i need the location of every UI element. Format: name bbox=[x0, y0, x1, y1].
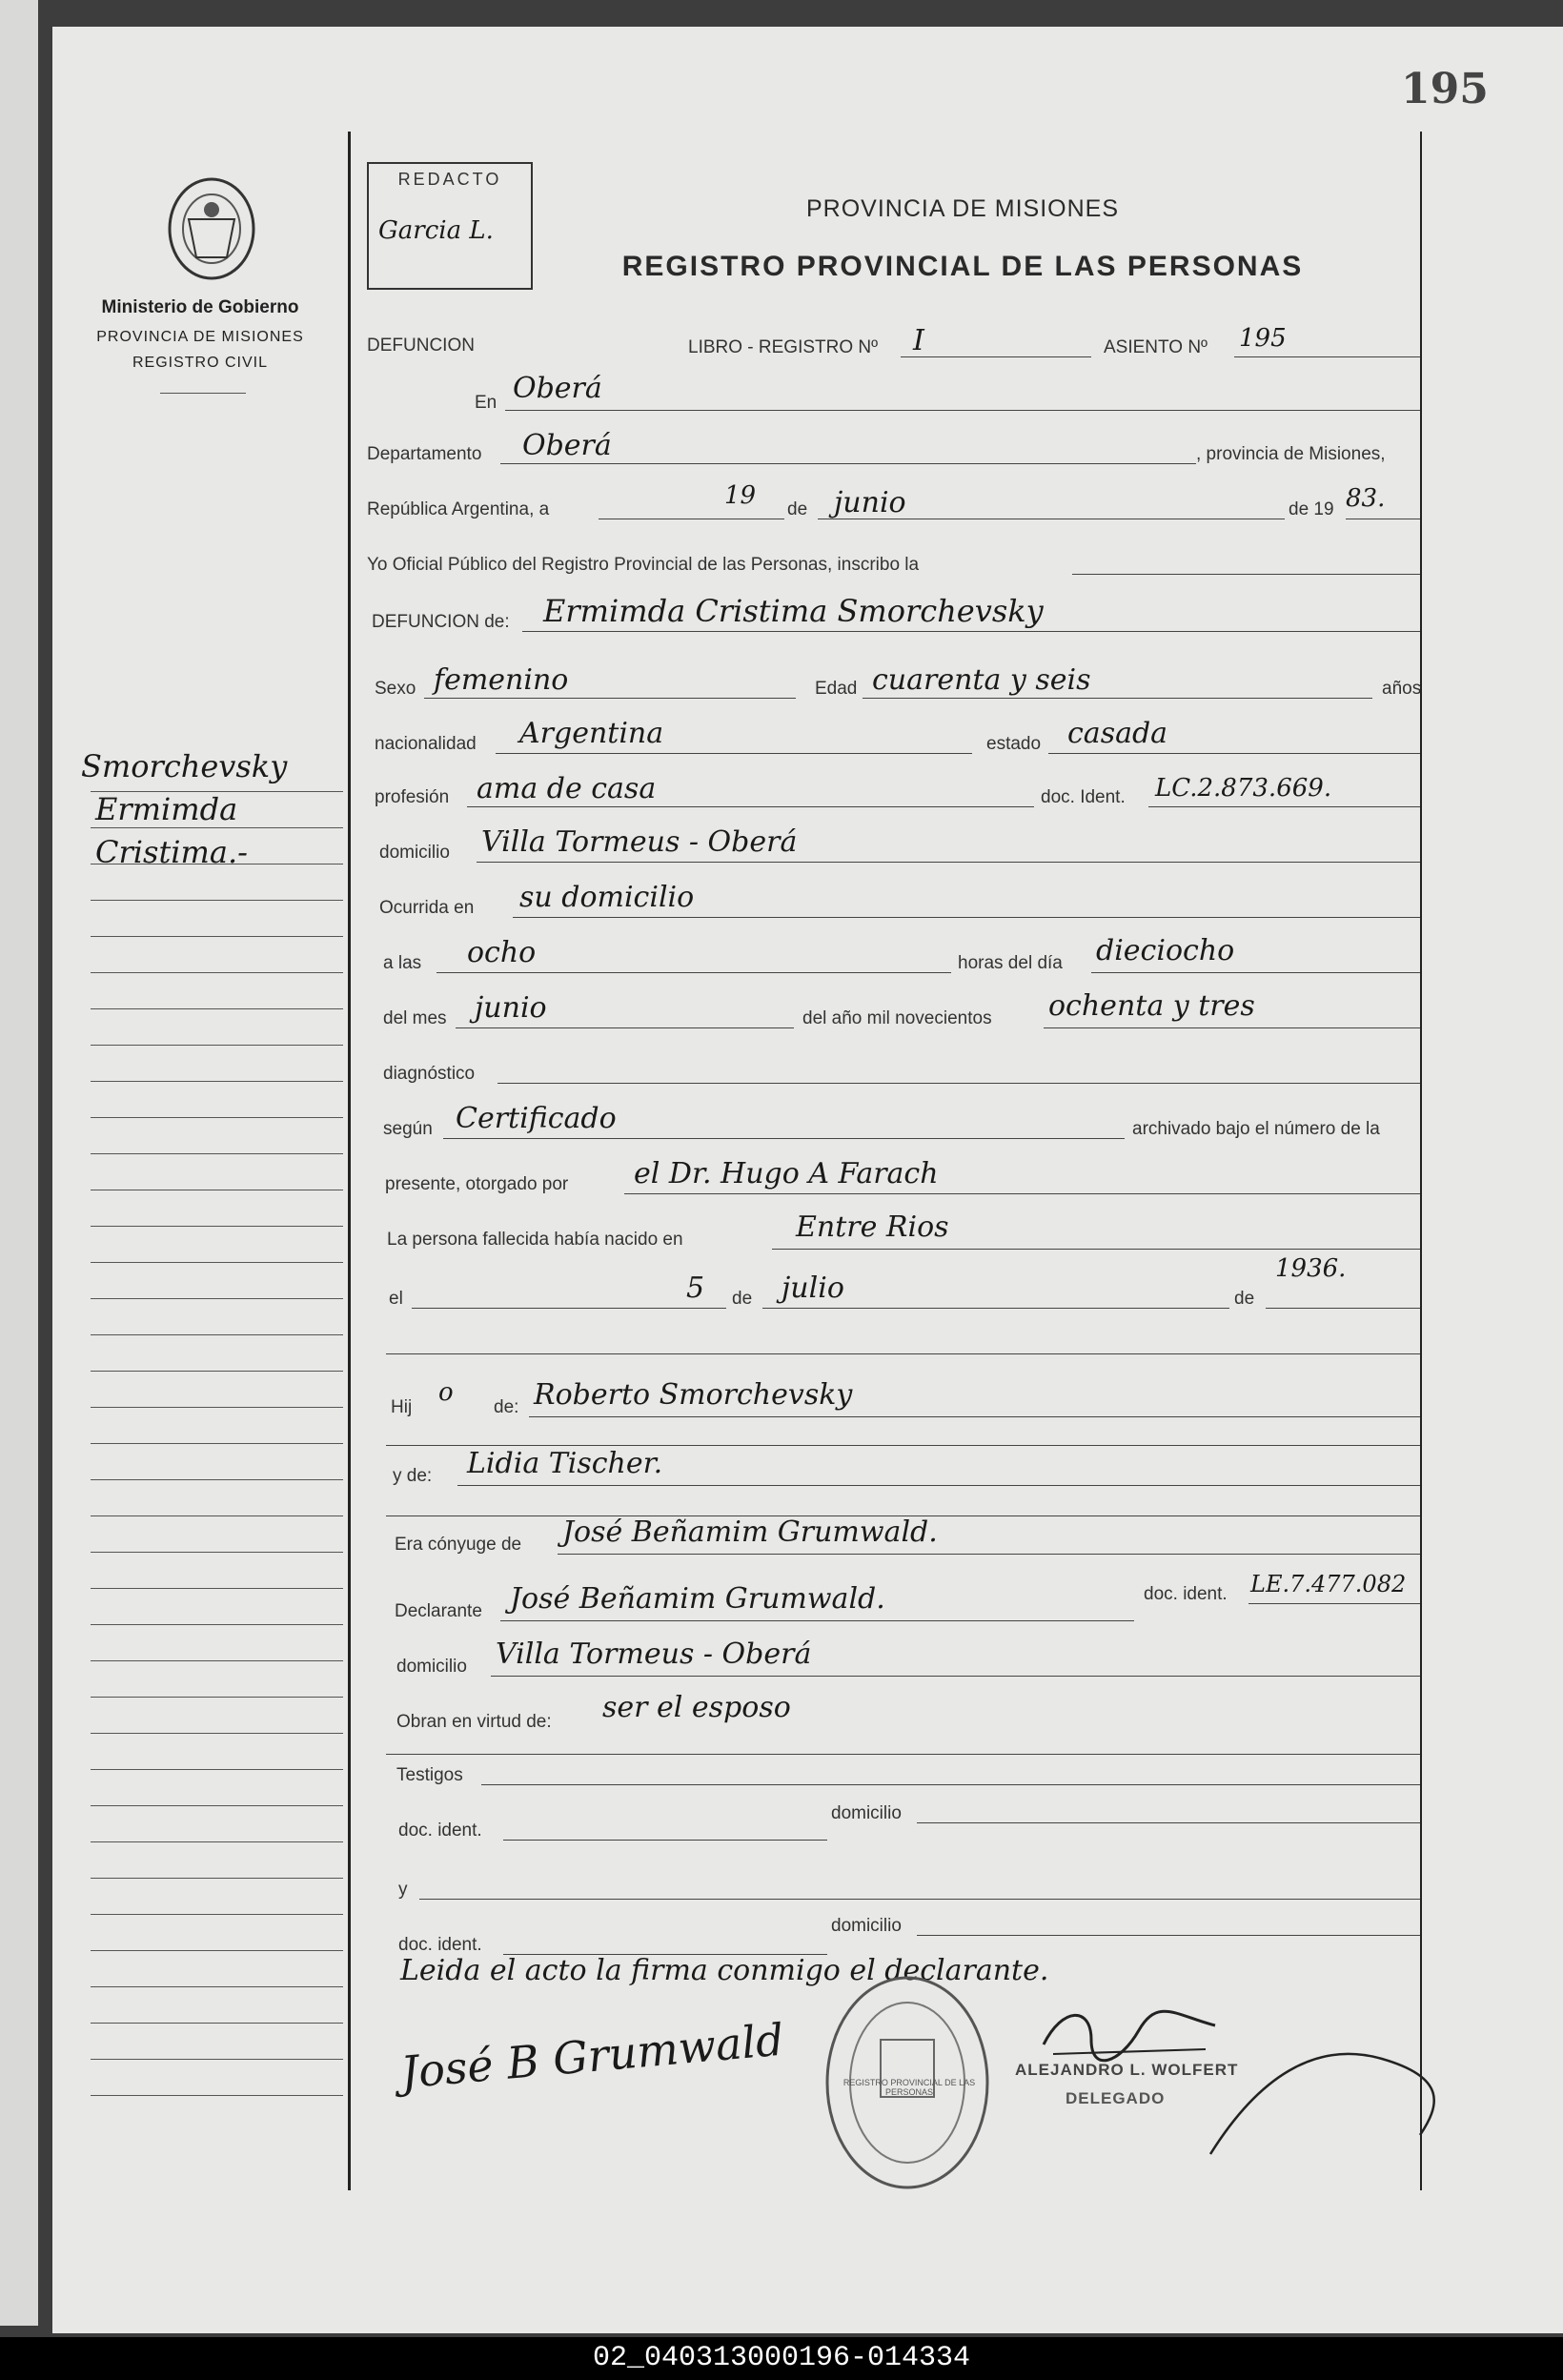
redacto-label: REDACTO bbox=[397, 170, 502, 189]
margin-rule-line bbox=[91, 1081, 343, 1082]
margin-rule-line bbox=[91, 2023, 343, 2024]
seal-text: REGISTRO PROVINCIAL DE LAS PERSONAS bbox=[842, 2078, 976, 2097]
libro-label: LIBRO - REGISTRO Nº bbox=[688, 337, 879, 357]
margin-note bbox=[81, 748, 287, 877]
obran-value: ser el esposo bbox=[602, 1691, 791, 1724]
deceased-name: Ermimda Cristima Smorchevsky bbox=[543, 593, 1044, 629]
republica-label: República Argentina, a bbox=[367, 499, 550, 519]
margin-rule-line bbox=[91, 1552, 343, 1553]
en-label: En bbox=[475, 393, 497, 413]
declarante-doc-value: LE.7.477.082 bbox=[1250, 1571, 1407, 1597]
departamento-label: Departamento bbox=[367, 444, 482, 464]
edad-label: Edad bbox=[815, 679, 858, 699]
yo-oficial-line bbox=[1072, 574, 1420, 575]
margin-rule-line bbox=[91, 936, 343, 937]
en-value: Oberá bbox=[513, 372, 602, 405]
margin-rule-line bbox=[91, 1117, 343, 1118]
nac-dia-line bbox=[412, 1308, 726, 1309]
libro-value: I bbox=[913, 324, 924, 357]
departamento-value: Oberá bbox=[522, 429, 612, 462]
sexo-value: femenino bbox=[434, 663, 569, 697]
testigo-domicilio-label: domicilio bbox=[831, 1803, 902, 1823]
sexo-label: Sexo bbox=[375, 679, 416, 699]
asiento-label: ASIENTO Nº bbox=[1104, 337, 1208, 357]
domicilio-line bbox=[477, 862, 1420, 863]
anos-label: años bbox=[1382, 679, 1422, 699]
margin-rule-line bbox=[91, 1298, 343, 1299]
horas-dia-value: dieciocho bbox=[1096, 934, 1235, 967]
declarante-domicilio-value: Villa Tormeus - Oberá bbox=[496, 1638, 812, 1671]
margin-rule-line bbox=[91, 1045, 343, 1046]
testigo2-line bbox=[419, 1899, 1420, 1900]
margin-rule-line bbox=[91, 864, 343, 865]
redacto-box bbox=[367, 162, 533, 290]
ministry-province: PROVINCIA DE MISIONES bbox=[96, 329, 304, 345]
nacionalidad-label: nacionalidad bbox=[375, 734, 477, 754]
diagnostico-label: diagnóstico bbox=[383, 1064, 476, 1084]
margin-rule-line bbox=[91, 1334, 343, 1335]
ministry-registry: REGISTRO CIVIL bbox=[132, 355, 269, 371]
nacionalidad-line bbox=[496, 753, 972, 754]
presente-value: el Dr. Hugo A Farach bbox=[634, 1157, 939, 1190]
testigo-domicilio-line bbox=[917, 1822, 1420, 1823]
defuncion-de-line bbox=[522, 631, 1420, 632]
margin-rule-line bbox=[91, 1262, 343, 1263]
margin-rule-line bbox=[91, 1697, 343, 1698]
declarante-value: José Beñamim Grumwald. bbox=[510, 1582, 885, 1616]
margin-rule-line bbox=[91, 2095, 343, 2096]
margin-rule-line bbox=[91, 791, 343, 792]
testigos-label: Testigos bbox=[396, 1765, 463, 1785]
del-mes-value: junio bbox=[475, 991, 547, 1025]
margin-rule-line bbox=[91, 1624, 343, 1625]
declarante-domicilio-line bbox=[491, 1676, 1420, 1677]
ministry-divider bbox=[160, 393, 246, 394]
scan-footer: 02_040313000196-014334 bbox=[0, 2337, 1563, 2380]
estado-label: estado bbox=[986, 734, 1042, 754]
margin-rule-line bbox=[91, 2059, 343, 2060]
del-ano-line bbox=[1044, 1027, 1420, 1028]
edad-line bbox=[863, 698, 1372, 699]
en-line bbox=[505, 410, 1420, 411]
obran-line bbox=[386, 1754, 1420, 1755]
ministry-name: Ministerio de Gobierno bbox=[101, 297, 299, 317]
margin-rule-line bbox=[91, 1226, 343, 1227]
profesion-value: ama de casa bbox=[477, 772, 657, 805]
margin-rule-line bbox=[91, 1660, 343, 1661]
margin-rule-line bbox=[91, 972, 343, 973]
diagnostico-line bbox=[497, 1083, 1420, 1084]
declarante-doc-label: doc. ident. bbox=[1144, 1584, 1228, 1604]
a-las-value: ocho bbox=[467, 936, 537, 969]
padre-line-2 bbox=[386, 1445, 1420, 1446]
margin-note-line: Cristima.- bbox=[95, 834, 248, 870]
horas-dia-line bbox=[1091, 972, 1420, 973]
blank-line bbox=[386, 1353, 1420, 1354]
testigo2-domicilio-line bbox=[917, 1935, 1420, 1936]
margin-rule-line bbox=[91, 1841, 343, 1842]
yo-oficial-label: Yo Oficial Público del Registro Provincial de las Personas, inscribo la bbox=[367, 555, 920, 575]
testigo-doc-label: doc. ident. bbox=[398, 1821, 482, 1841]
defuncion-label: DEFUNCION bbox=[367, 336, 475, 356]
ocurrida-label: Ocurrida en bbox=[379, 898, 475, 918]
archivado-label: archivado bajo el número de la bbox=[1132, 1119, 1380, 1139]
declarante-signature: José B Grumwald bbox=[398, 2013, 786, 2099]
official-stamp-name: ALEJANDRO L. WOLFERT bbox=[1015, 2061, 1239, 2079]
asiento-line bbox=[1234, 356, 1420, 357]
nac-ano-line bbox=[1266, 1308, 1420, 1309]
registry-heading: REGISTRO PROVINCIAL DE LAS PERSONAS bbox=[621, 251, 1304, 282]
margin-rule-line bbox=[91, 1479, 343, 1480]
segun-line bbox=[443, 1138, 1125, 1139]
el-label: el bbox=[389, 1289, 403, 1309]
domicilio-label: domicilio bbox=[379, 843, 450, 863]
ocurrida-value: su domicilio bbox=[519, 881, 695, 914]
libro-line bbox=[901, 356, 1091, 357]
testigos-line bbox=[481, 1784, 1420, 1785]
ano-value: 83. bbox=[1346, 484, 1386, 513]
domicilio-value: Villa Tormeus - Oberá bbox=[481, 825, 798, 859]
coat-of-arms-icon bbox=[160, 172, 263, 286]
nac-mes-line bbox=[762, 1308, 1229, 1309]
margin-rule-line bbox=[91, 1443, 343, 1444]
conyuge-line bbox=[558, 1554, 1420, 1555]
mes-value: junio bbox=[834, 486, 906, 519]
y-de-label: y de: bbox=[393, 1466, 433, 1486]
margin-rule-line bbox=[91, 1805, 343, 1806]
margin-rule-line bbox=[91, 1914, 343, 1915]
redacto-value: Garcia L. bbox=[378, 216, 494, 245]
del-mes-label: del mes bbox=[383, 1008, 447, 1028]
doc-ident-label: doc. Ident. bbox=[1041, 787, 1126, 807]
testigo2-domicilio-label: domicilio bbox=[831, 1916, 902, 1936]
conyuge-value: José Beñamim Grumwald. bbox=[562, 1515, 938, 1549]
del-mes-line bbox=[456, 1027, 794, 1028]
a-las-label: a las bbox=[383, 953, 422, 973]
official-flourish-icon bbox=[1201, 2021, 1449, 2164]
margin-rule-line bbox=[91, 1878, 343, 1879]
segun-label: según bbox=[383, 1119, 433, 1139]
padre-line bbox=[529, 1416, 1420, 1417]
profesion-line bbox=[467, 806, 1034, 807]
asiento-value: 195 bbox=[1239, 324, 1287, 353]
margin-rule-line bbox=[91, 1515, 343, 1516]
margin-rule-line bbox=[91, 900, 343, 901]
padre-value: Roberto Smorchevsky bbox=[534, 1378, 853, 1412]
testigo-doc-line bbox=[503, 1840, 827, 1841]
nac-dia-value: 5 bbox=[686, 1271, 705, 1305]
left-margin-rule bbox=[348, 132, 351, 2190]
testigo2-doc-label: doc. ident. bbox=[398, 1935, 482, 1955]
margin-rule-line bbox=[91, 1733, 343, 1734]
declarante-line bbox=[500, 1620, 1134, 1621]
estado-value: casada bbox=[1067, 717, 1168, 750]
nac-ano-value: 1936. bbox=[1275, 1254, 1347, 1283]
edad-value: cuarenta y seis bbox=[872, 663, 1091, 697]
margin-rule-line bbox=[91, 1769, 343, 1770]
del-ano-label: del año mil novecientos bbox=[802, 1008, 992, 1028]
provincia-label: , provincia de Misiones, bbox=[1196, 444, 1386, 464]
de-mid-label: de bbox=[787, 499, 808, 519]
doc-value: LC.2.873.669. bbox=[1155, 774, 1332, 803]
margin-rule-line bbox=[91, 1407, 343, 1408]
hij-suffix: o bbox=[438, 1378, 454, 1407]
margin-note-line: Ermimda bbox=[95, 791, 238, 827]
y-label: y bbox=[398, 1880, 408, 1900]
segun-value: Certificado bbox=[456, 1102, 617, 1135]
horas-dia-label: horas del día bbox=[958, 953, 1063, 973]
a-las-line bbox=[436, 972, 951, 973]
hij-label: Hij bbox=[391, 1397, 413, 1417]
declarante-label: Declarante bbox=[395, 1601, 482, 1621]
presente-label: presente, otorgado por bbox=[385, 1174, 569, 1194]
de-19-label: de 19 bbox=[1289, 499, 1334, 519]
margin-rule-line bbox=[91, 1153, 343, 1154]
margin-rule-line bbox=[91, 1371, 343, 1372]
nacionalidad-value: Argentina bbox=[519, 717, 664, 750]
page-number: 195 bbox=[1401, 65, 1489, 113]
official-stamp-title: DELEGADO bbox=[1066, 2089, 1166, 2107]
margin-rule-line bbox=[91, 1950, 343, 1951]
margin-rule-line bbox=[91, 1986, 343, 1987]
margin-rule-line bbox=[91, 1588, 343, 1589]
presente-line bbox=[624, 1193, 1420, 1194]
de-label: de bbox=[1234, 1289, 1255, 1309]
margin-rule-line bbox=[91, 827, 343, 828]
dia-value: 19 bbox=[724, 481, 757, 510]
declarante-doc-line bbox=[1248, 1603, 1420, 1604]
facing-page-edge bbox=[0, 0, 38, 2326]
province-heading: PROVINCIA DE MISIONES bbox=[805, 195, 1119, 222]
right-margin-rule bbox=[1420, 132, 1422, 2190]
conyuge-label: Era cónyuge de bbox=[395, 1535, 522, 1555]
declarante-domicilio-label: domicilio bbox=[396, 1657, 467, 1677]
departamento-line bbox=[500, 463, 1196, 464]
del-ano-value: ochenta y tres bbox=[1048, 989, 1255, 1023]
margin-note-line: Smorchevsky bbox=[81, 748, 288, 784]
profesion-label: profesión bbox=[375, 787, 450, 807]
hij-de-label: de: bbox=[494, 1397, 519, 1417]
margin-rule-line bbox=[91, 1008, 343, 1009]
nacido-line bbox=[772, 1249, 1420, 1250]
estado-line bbox=[1048, 753, 1420, 754]
ocurrida-line bbox=[513, 917, 1420, 918]
defuncion-de-label: DEFUNCION de: bbox=[372, 612, 510, 632]
obran-label: Obran en virtud de: bbox=[396, 1712, 552, 1732]
nacido-label: La persona fallecida había nacido en bbox=[387, 1230, 683, 1250]
madre-line bbox=[457, 1485, 1420, 1486]
nac-mes-value: julio bbox=[782, 1271, 844, 1305]
doc-line bbox=[1148, 806, 1420, 807]
sexo-line bbox=[424, 698, 796, 699]
nacido-value: Entre Rios bbox=[796, 1210, 949, 1244]
madre-value: Lidia Tischer. bbox=[467, 1447, 663, 1480]
de-label: de bbox=[732, 1289, 753, 1309]
closing-text: Leida el acto la firma conmigo el declarante. bbox=[400, 1954, 1049, 1987]
